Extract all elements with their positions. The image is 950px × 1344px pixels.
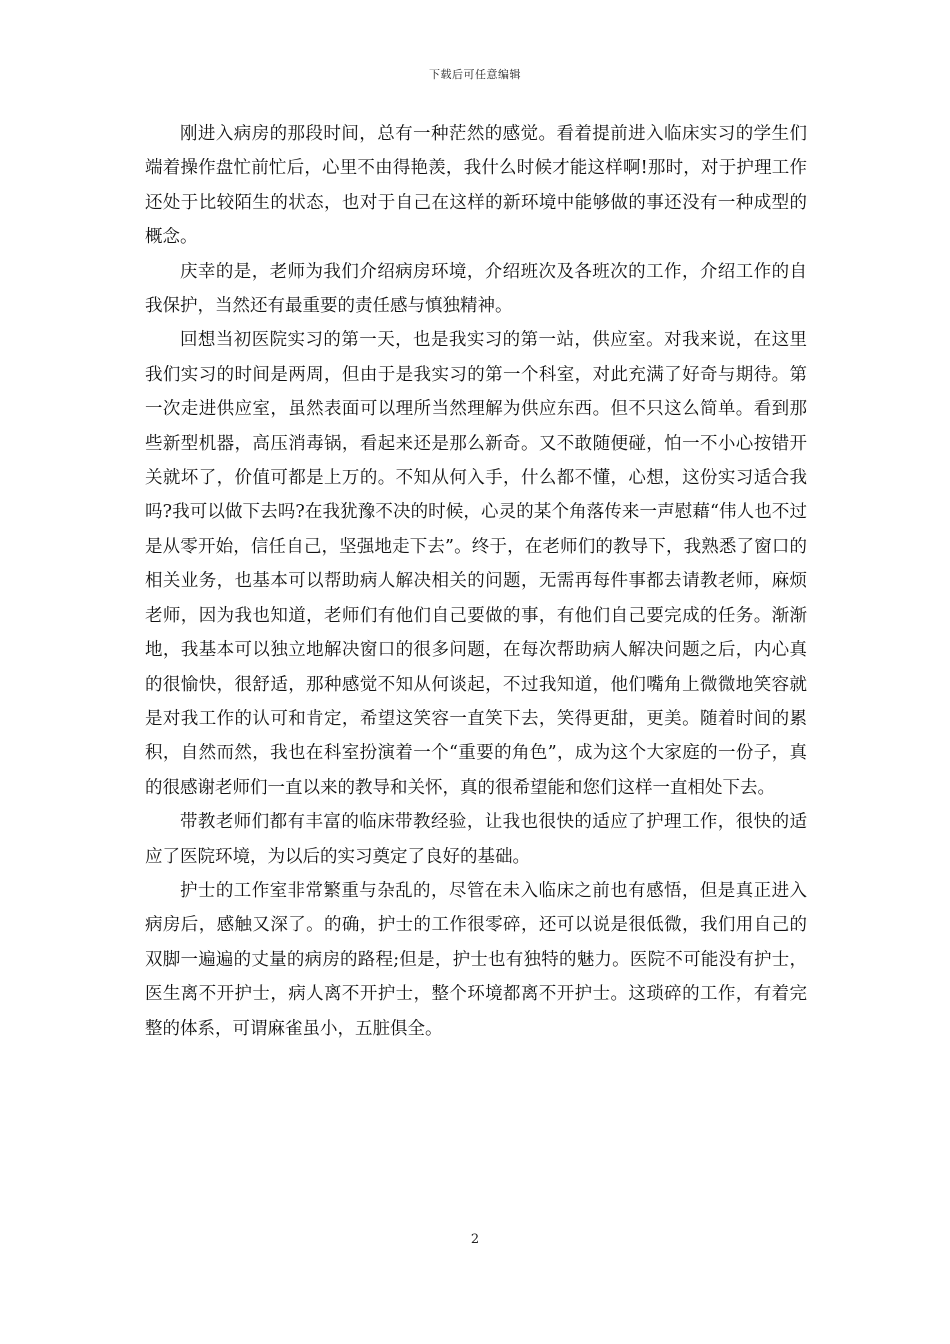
page-number: 2 [470, 1232, 480, 1247]
paragraph-4: 带教老师们都有丰富的临床带教经验，让我也很快的适应了护理工作，很快的适应了医院环境，为以后的实习奠定了良好的基础。 [145, 812, 807, 867]
page-header: 下载后可任意编辑 [429, 68, 521, 81]
document-body [145, 117, 807, 1046]
paragraph-5: 护士的工作室非常繁重与杂乱的，尽管在未入临床之前也有感悟，但是真正进入病房后，感触又深了。的确，护士的工作很零碎，还可以说是很低微，我们用自己的双脚一遍遍的丈量的病房的路程;但是，护士也有独特的魅力。医院不可能没有护士，医生离不开护士，病人离不开护士，整个环境都离不开护士。这琐碎的工作，有着完整的体系，可谓麻雀虽小，五脏俱全。 [145, 880, 807, 1039]
paragraph-1: 刚进入病房的那段时间，总有一种茫然的感觉。看着提前进入临床实习的学生们端着操作盘忙前忙后，心里不由得艳羡，我什么时候才能这样啊!那时，对于护理工作还处于比较陌生的状态，也对于自己在这样的新环境中能够做的事还没有一种成型的概念。 [145, 124, 807, 248]
paragraph-3: 回想当初医院实习的第一天，也是我实习的第一站，供应室。对我来说，在这里我们实习的时间是两周，但由于是我实习的第一个科室，对此充满了好奇与期待。第一次走进供应室，虽然表面可以理所当然理解为供应东西。但不只这么简单。看到那些新型机器，高压消毒锅，看起来还是那么新奇。又不敢随便碰，怕一不小心按错开关就坏了，价值可都是上万的。不知从何入手，什么都不懂，心想，这份实习适合我吗?我可以做下去吗?在我犹豫不决的时候，心灵的某个角落传来一声慰藉“伟人也不过是从零开始，信任自己，坚强地走下去”。终于，在老师们的教导下，我熟悉了窗口的相关业务，也基本可以帮助病人解决相关的问题，无需再每件事都去请教老师，麻烦老师，因为我也知道，老师们有他们自己要做的事，有他们自己要完成的任务。渐渐地，我基本可以独立地解决窗口的很多问题，在每次帮助病人解决问题之后，内心真的很愉快，很舒适，那种感觉不知从何谈起，不过我知道，他们嘴角上微微地笑容就是对我工作的认可和肯定，希望这笑容一直笑下去，笑得更甜，更美。随着时间的累积，自然而然，我也在科室扮演着一个“重要的角色”，成为这个大家庭的一份子，真的很感谢老师们一直以来的教导和关怀，真的很希望能和您们这样一直相处下去。 [145, 330, 807, 798]
paragraph-2: 庆幸的是，老师为我们介绍病房环境，介绍班次及各班次的工作，介绍工作的自我保护，当然还有最重要的责任感与慎独精神。 [145, 261, 807, 317]
